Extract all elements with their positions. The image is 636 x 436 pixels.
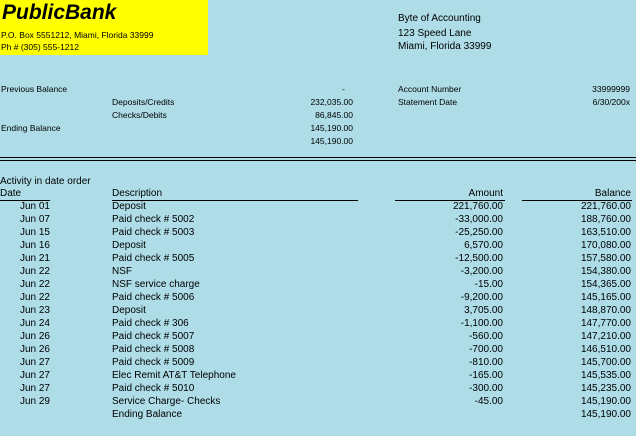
row-balance: 145,190.00 <box>580 409 631 420</box>
row-amount: 6,570.00 <box>464 240 503 251</box>
row-balance: 163,510.00 <box>580 227 631 238</box>
row-balance: 170,080.00 <box>580 240 631 251</box>
row-amount: -165.00 <box>469 370 503 381</box>
table-row <box>0 279 636 292</box>
bank-address: P.O. Box 5551212, Miami, Florida 33999 <box>1 30 154 40</box>
row-date: Jun 22 <box>19 292 50 303</box>
row-description: Paid check # 5005 <box>112 253 195 264</box>
row-amount: -15.00 <box>474 279 503 290</box>
account-number-label: Account Number <box>398 84 462 94</box>
table-row <box>0 214 636 227</box>
table-row <box>0 357 636 370</box>
row-description: Paid check # 5010 <box>112 383 195 394</box>
row-date: Jun 01 <box>19 201 50 212</box>
deposits-value: 232,035.00 <box>310 97 353 107</box>
row-description: Deposit <box>112 240 146 251</box>
customer-name: Byte of Accounting <box>398 13 481 24</box>
statement-date-label: Statement Date <box>398 97 458 107</box>
row-date: Jun 07 <box>19 214 50 225</box>
row-balance: 145,700.00 <box>580 357 631 368</box>
row-balance: 145,235.00 <box>580 383 631 394</box>
ending-balance-value: 145,190.00 <box>310 123 353 133</box>
table-row <box>0 370 636 383</box>
row-description: Paid check # 5006 <box>112 292 195 303</box>
row-description: Paid check # 5008 <box>112 344 195 355</box>
row-balance: 221,760.00 <box>580 201 631 212</box>
header-date: Date <box>0 188 22 199</box>
row-date: Jun 23 <box>19 305 50 316</box>
table-row <box>0 396 636 409</box>
row-balance: 147,210.00 <box>580 331 631 342</box>
row-date: Jun 27 <box>19 370 50 381</box>
row-description: NSF service charge <box>112 279 200 290</box>
row-description: Deposit <box>112 201 146 212</box>
row-date: Jun 29 <box>19 396 50 407</box>
row-description: Deposit <box>112 305 146 316</box>
table-row <box>0 266 636 279</box>
bank-name: PublicBank <box>2 1 117 24</box>
row-balance: 188,760.00 <box>580 214 631 225</box>
row-amount: -12,500.00 <box>455 253 503 264</box>
activity-title: Activity in date order <box>0 176 91 187</box>
ending-balance-label: Ending Balance <box>1 123 61 133</box>
row-balance: 148,870.00 <box>580 305 631 316</box>
previous-balance-label: Previous Balance <box>1 84 68 94</box>
row-amount: -810.00 <box>469 357 503 368</box>
row-date: Jun 15 <box>19 227 50 238</box>
header-amount: Amount <box>468 188 503 199</box>
row-balance: 146,510.00 <box>580 344 631 355</box>
checks-label: Checks/Debits <box>112 110 167 120</box>
header-description: Description <box>112 188 163 199</box>
row-amount: -33,000.00 <box>455 214 503 225</box>
row-balance: 154,365.00 <box>580 279 631 290</box>
row-balance: 147,770.00 <box>580 318 631 329</box>
table-row <box>0 383 636 396</box>
row-description: Ending Balance <box>112 409 183 420</box>
row-date: Jun 24 <box>19 318 50 329</box>
row-balance: 145,535.00 <box>580 370 631 381</box>
row-amount: -25,250.00 <box>455 227 503 238</box>
table-row <box>0 240 636 253</box>
row-description: Service Charge- Checks <box>112 396 221 407</box>
table-row <box>0 318 636 331</box>
row-balance: 145,165.00 <box>580 292 631 303</box>
table-row <box>0 409 636 422</box>
row-description: NSF <box>112 266 132 277</box>
table-row <box>0 344 636 357</box>
row-amount: -3,200.00 <box>460 266 503 277</box>
row-amount: -45.00 <box>474 396 503 407</box>
row-amount: 221,760.00 <box>452 201 503 212</box>
row-balance: 157,580.00 <box>580 253 631 264</box>
row-description: Paid check # 5003 <box>112 227 195 238</box>
row-amount: -300.00 <box>469 383 503 394</box>
row-balance: 145,190.00 <box>580 396 631 407</box>
deposits-label: Deposits/Credits <box>112 97 175 107</box>
table-row <box>0 253 636 266</box>
account-number-value: 33999999 <box>592 84 630 94</box>
row-description: Elec Remit AT&T Telephone <box>112 370 236 381</box>
row-balance: 154,380.00 <box>580 266 631 277</box>
table-row <box>0 227 636 240</box>
row-date: Jun 26 <box>19 331 50 342</box>
customer-city: Miami, Florida 33999 <box>398 41 492 52</box>
row-date: Jun 16 <box>19 240 50 251</box>
row-amount: -9,200.00 <box>460 292 503 303</box>
table-row <box>0 305 636 318</box>
bank-phone: Ph # (305) 555-1212 <box>1 42 79 52</box>
ending-balance-value-repeat: 145,190.00 <box>310 136 353 146</box>
table-row <box>0 201 636 214</box>
table-row <box>0 331 636 344</box>
row-date: Jun 27 <box>19 383 50 394</box>
table-row <box>0 292 636 305</box>
row-date: Jun 27 <box>19 357 50 368</box>
row-amount: -560.00 <box>469 331 503 342</box>
header-balance: Balance <box>594 188 631 199</box>
row-description: Paid check # 306 <box>112 318 189 329</box>
row-description: Paid check # 5007 <box>112 331 195 342</box>
customer-street: 123 Speed Lane <box>398 28 472 39</box>
row-date: Jun 26 <box>19 344 50 355</box>
row-date: Jun 22 <box>19 266 50 277</box>
row-amount: -700.00 <box>469 344 503 355</box>
bank-header-box <box>0 0 208 55</box>
row-description: Paid check # 5009 <box>112 357 195 368</box>
checks-value: 86,845.00 <box>315 110 353 120</box>
row-date: Jun 22 <box>19 279 50 290</box>
statement-date-value: 6/30/200x <box>592 97 630 107</box>
row-date: Jun 21 <box>19 253 50 264</box>
row-description: Paid check # 5002 <box>112 214 195 225</box>
section-divider <box>0 157 636 161</box>
previous-balance-value: - <box>342 84 345 94</box>
row-amount: 3,705.00 <box>464 305 503 316</box>
row-amount: -1,100.00 <box>460 318 503 329</box>
